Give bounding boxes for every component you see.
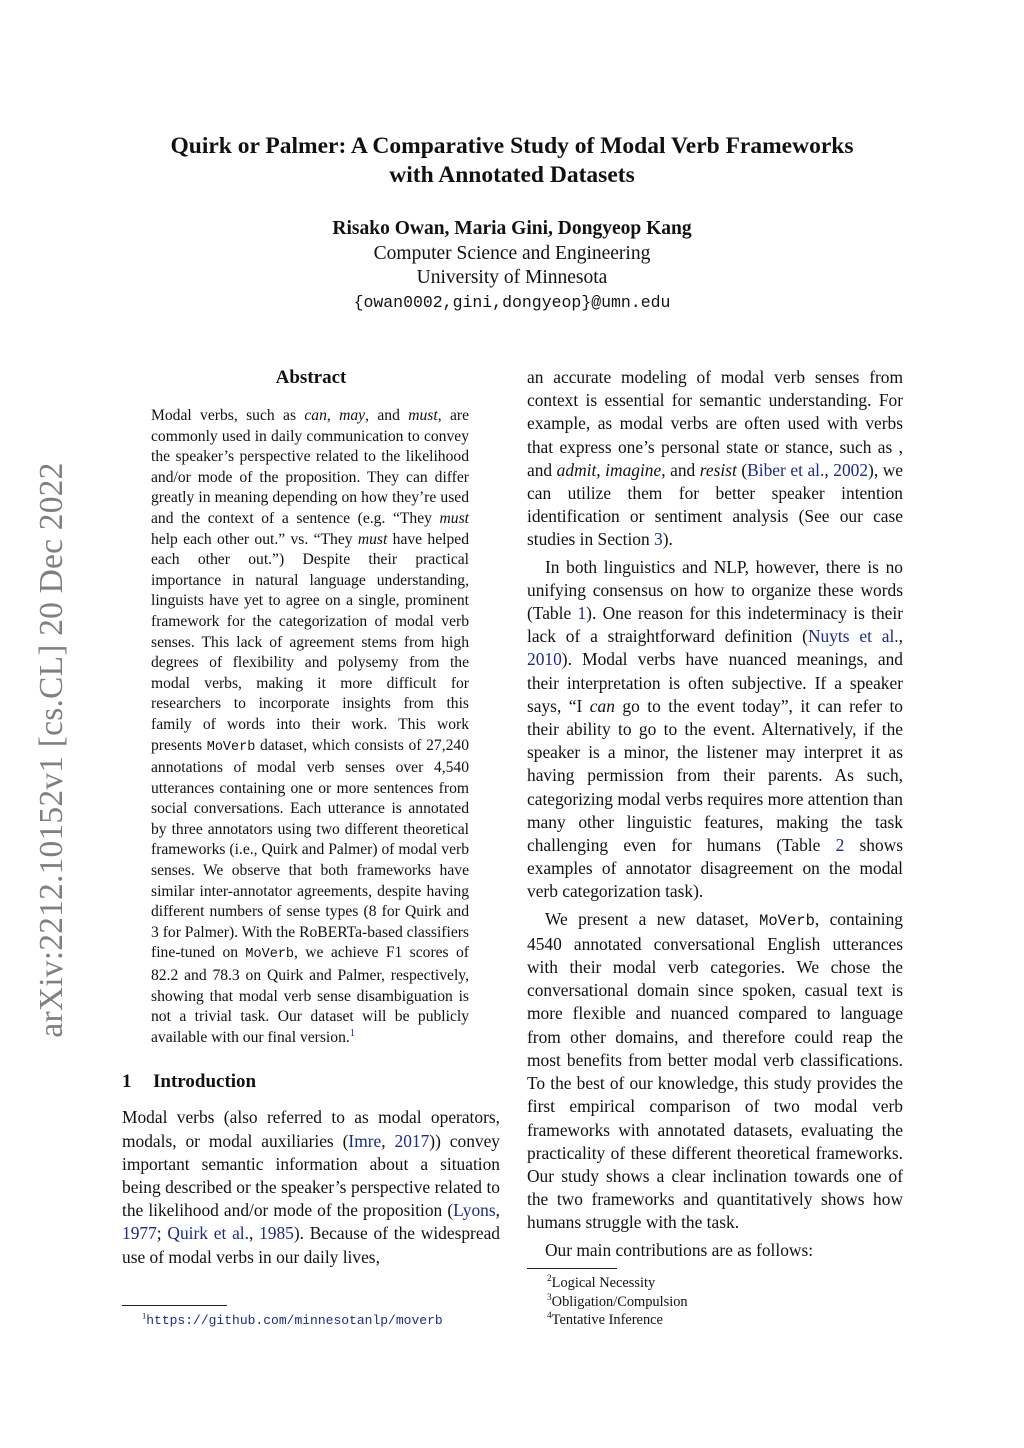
citation-year-link[interactable]: 1985 — [259, 1223, 294, 1244]
author-university: University of Minnesota — [416, 267, 608, 288]
intro-paragraph-2: In both linguistics and NLP, however, there is no unifying consensus on how to organize these words (Table 1). One reason for this indeterminacy is their lack of a straightforward definition (Nuyts et al., 2010). Modal verbs have nuanced meanings, and their interpretation is often subjective. If a speaker says, “I can go to the event today”, it can refer to their ability to go to the event. Alternatively, if the speaker is a minor, the listener may interpret it as having permission from their parents. As such, categorizing modal verbs requires more attention than many other linguistic features, making the task challenging even for humans (Table 2 shows examples of annotator disagreement on the modal verb categorization task). — [527, 556, 903, 902]
author-email[interactable]: {owan0002,gini,dongyeop}@umn.edu — [353, 292, 671, 312]
title-line-1: Quirk or Palmer: A Comparative Study of Modal Verb Frameworks — [170, 133, 854, 159]
footnote-1: $^1$https://github.com/minnesotanlp/moverb — [142, 1310, 443, 1328]
section-ref-link[interactable]: 3 — [654, 529, 663, 550]
paragraph-split-marker: ). Because of the widespread use of modal verbs in our daily lives, — [122, 1223, 500, 1267]
intro-paragraph-4: Our main contributions are as follows: — [545, 1239, 814, 1260]
citation-year-link[interactable]: 2017 — [394, 1130, 430, 1151]
citation-link[interactable]: Lyons — [453, 1200, 496, 1221]
footnote-4: $^4$Tentative Inference — [547, 1311, 663, 1329]
citation-link[interactable]: Imre — [348, 1130, 382, 1151]
title-line-2: with Annotated Datasets — [389, 162, 635, 188]
author-department: Computer Science and Engineering — [373, 242, 651, 264]
citation-link[interactable]: Biber et al. — [747, 459, 825, 480]
dataset-name: MoVerb — [759, 911, 815, 930]
footnote-divider — [527, 1268, 617, 1269]
footnotes-right — [547, 1274, 688, 1330]
citation-link[interactable]: Quirk et al. — [167, 1223, 249, 1244]
footnote-2: $^2$Logical Necessity — [547, 1274, 656, 1291]
table-ref-link[interactable]: 1 — [577, 603, 587, 624]
github-link[interactable]: https://github.com/minnesotanlp/moverb — [146, 1313, 443, 1328]
dataset-name: MoVerb — [206, 739, 256, 755]
arxiv-identifier: arXiv:2212.10152v1 [cs.CL] 20 Dec 2022 — [33, 462, 70, 1038]
abstract-heading: Abstract — [275, 367, 347, 388]
author-names: Risako Owan, Maria Gini, Dongyeop Kang — [332, 218, 692, 239]
abstract-body: Modal verbs, such as can, may, and must, are commonly used in daily communication to convey the speaker’s perspective related to the likelihood and/or mode of the proposition. They can differ greatly in meaning depending on how they’re used and the context of a sentence (e.g. “They must help each other out.” vs. “They must have helped each other out.”) Despite their practical importance in natural language understanding, linguists have yet to agree on a single, prominent framework for the categorization of modal verb senses. This lack of agreement stems from high degrees of flexibility and polysemy from the modal verbs, making it more difficult for researchers to incorporate insights from this family of words into their work. This work presents MoVerb dataset, which consists of 27,240 annotations of modal verb senses over 4,540 utterances containing one or more sentences from social conversations. Each utterance is annotated by three annotators using two different theoretical frameworks (i.e., Quirk and Palmer) of modal verb senses. We observe that both frameworks have similar inter-annotator agreements, despite having different numbers of sense types (8 for Quirk and 3 for Palmer). With the RoBERTa-based classifiers fine-tuned on MoVerb, we achieve F1 scores of 82.2 and 78.3 on Quirk and Palmer, respectively, showing that modal verb sense disambiguation is not a trivial task. Our dataset will be publicly available with our final version.$^1$ — [151, 407, 469, 1046]
author-block — [0, 217, 1024, 315]
right-column — [527, 366, 903, 1262]
intro-paragraph-1: Modal verbs (also referred to as modal operators, modals, or modal auxiliaries (Imre, 2017)) convey important semantic information about a situation being described or the speaker’s perspective related to the likelihood and/or mode of the proposition (Lyons, 1977; Quirk et al., 1985). Because of the widespread use of modal verbs in our daily lives, — [122, 1107, 501, 1267]
section-heading-introduction: 1 Introduction — [122, 1071, 257, 1093]
intro-paragraph-3: We present a new dataset, MoVerb, containing 4540 annotated conversational English utterances with their modal verb categories. We chose the conversational domain since spoken, casual text is more flexible and nuanced compared to language from other domains, and therefore could reap the most benefits from better modal verb classifications. To the best of our knowledge, this study provides the first empirical comparison of two modal verb frameworks with annotated datasets, evaluating the practicality of these different theoretical frameworks. Our study shows a clear inclination towards one of the two frameworks and quantitatively shows how humans struggle with the task. — [527, 908, 903, 1233]
footnote-ref[interactable]: 1 — [349, 1027, 355, 1039]
left-column — [122, 366, 500, 1269]
footnote-3: $^3$Obligation/Compulsion — [547, 1292, 688, 1310]
citation-link[interactable]: Nuyts et al. — [807, 626, 899, 647]
citation-year-link[interactable]: 2002 — [833, 459, 869, 480]
table-ref-link[interactable]: 2 — [835, 835, 845, 856]
citation-year-link[interactable]: 2010 — [527, 649, 562, 670]
citation-year-link[interactable]: 1977 — [122, 1223, 157, 1244]
footnote-divider — [122, 1305, 227, 1306]
paper-title — [0, 132, 1024, 190]
dataset-name: MoVerb — [245, 947, 295, 963]
intro-paragraph-1-continued: an accurate modeling of modal verb senses from context is essential for semantic understanding. For example, as modal verbs are often used with verbs that express one’s personal state or stance, such as , and admit, imagine, and resist (Biber et al., 2002), we can utilize them for better speaker intention identification or sentiment analysis (See our case studies in Section 3). — [527, 367, 904, 550]
